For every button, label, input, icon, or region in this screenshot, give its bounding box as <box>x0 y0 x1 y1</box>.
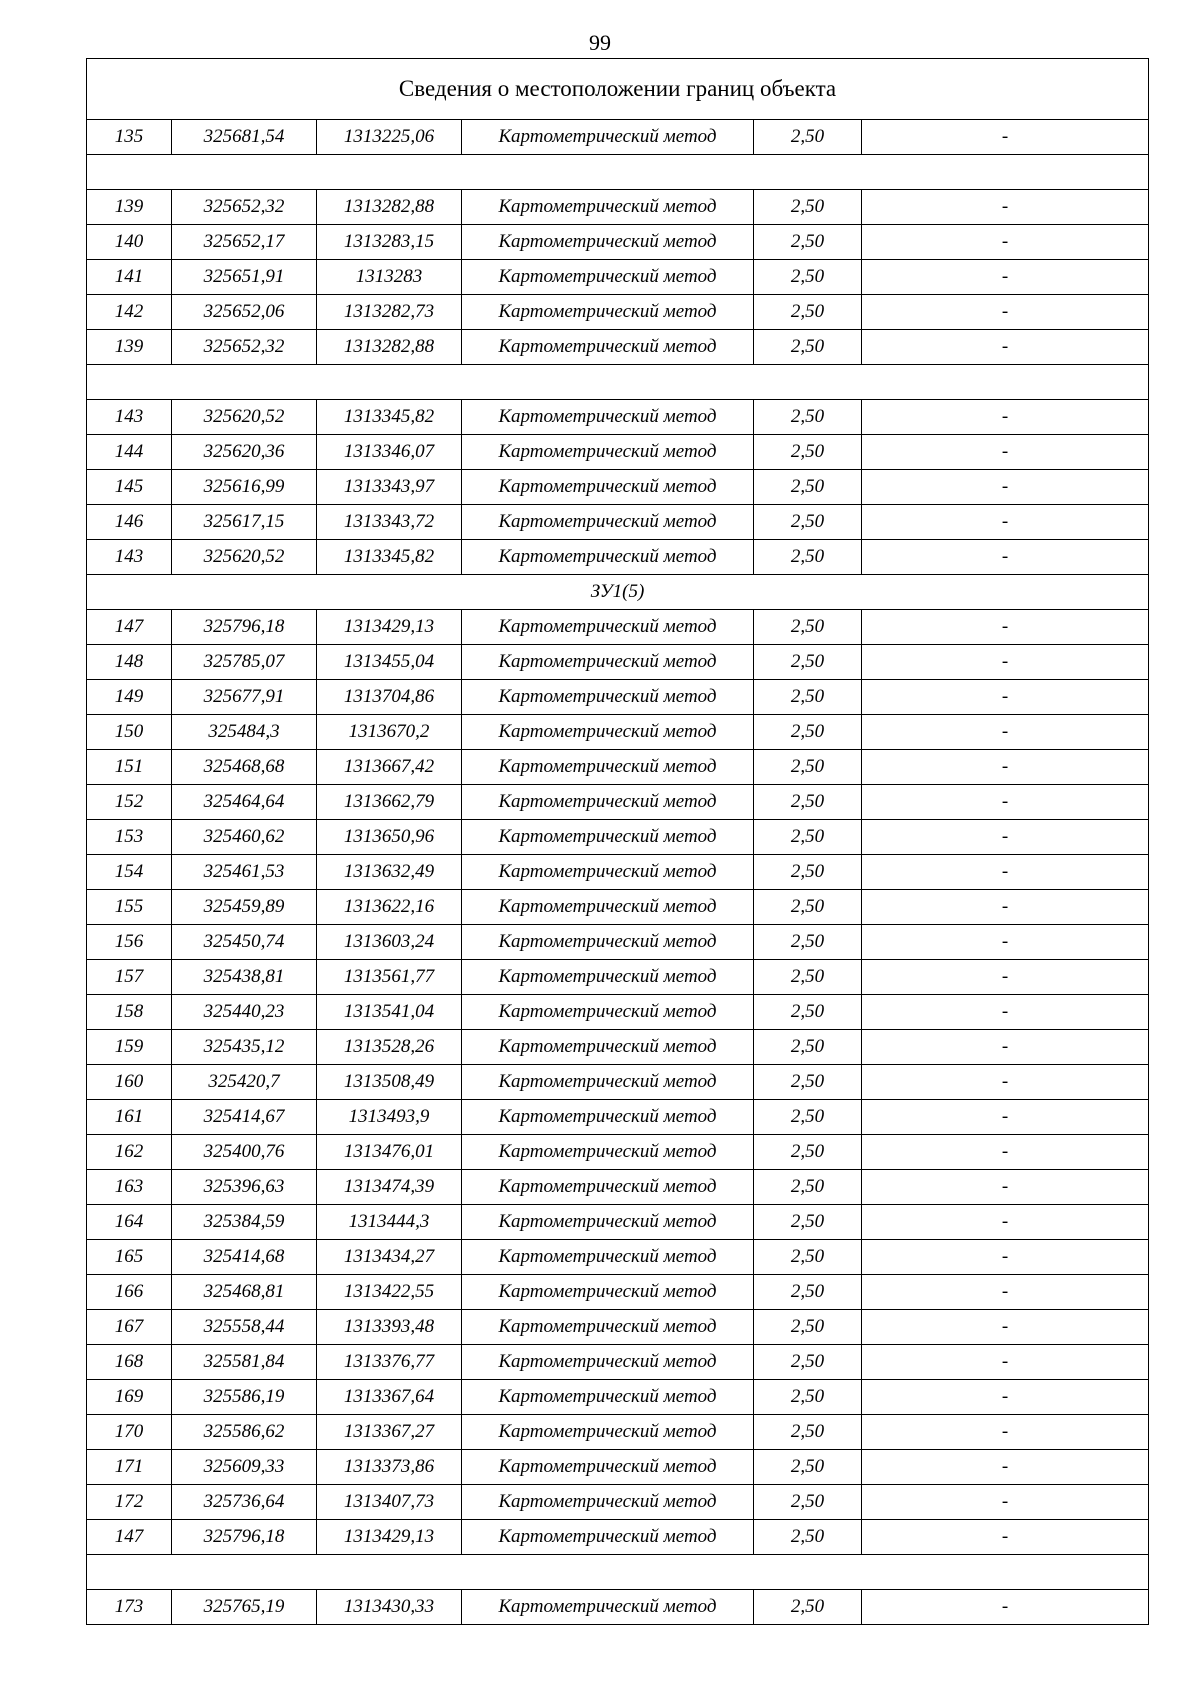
accuracy-cell: 2,50 <box>754 505 862 540</box>
description-cell: - <box>862 1275 1149 1310</box>
y-coordinate-cell: 1313367,64 <box>317 1380 462 1415</box>
y-coordinate-cell: 1313283 <box>317 260 462 295</box>
point-number-cell: 166 <box>87 1275 172 1310</box>
method-cell: Картометрический метод <box>462 1310 754 1345</box>
method-cell: Картометрический метод <box>462 1415 754 1450</box>
point-number-cell: 150 <box>87 715 172 750</box>
x-coordinate-cell: 325652,17 <box>172 225 317 260</box>
x-coordinate-cell: 325651,91 <box>172 260 317 295</box>
x-coordinate-cell: 325617,15 <box>172 505 317 540</box>
table-row <box>87 960 1149 995</box>
separator-cell <box>87 1555 1149 1590</box>
y-coordinate-cell: 1313407,73 <box>317 1485 462 1520</box>
method-cell: Картометрический метод <box>462 1345 754 1380</box>
separator-row <box>87 155 1149 190</box>
accuracy-cell: 2,50 <box>754 1450 862 1485</box>
table-row <box>87 1065 1149 1100</box>
y-coordinate-cell: 1313393,48 <box>317 1310 462 1345</box>
y-coordinate-cell: 1313429,13 <box>317 1520 462 1555</box>
table-row <box>87 120 1149 155</box>
method-cell: Картометрический метод <box>462 1030 754 1065</box>
x-coordinate-cell: 325736,64 <box>172 1485 317 1520</box>
y-coordinate-cell: 1313367,27 <box>317 1415 462 1450</box>
method-cell: Картометрический метод <box>462 225 754 260</box>
table-row <box>87 400 1149 435</box>
table-row <box>87 645 1149 680</box>
table-row <box>87 1100 1149 1135</box>
table-row <box>87 785 1149 820</box>
accuracy-cell: 2,50 <box>754 1065 862 1100</box>
method-cell: Картометрический метод <box>462 855 754 890</box>
accuracy-cell: 2,50 <box>754 1310 862 1345</box>
x-coordinate-cell: 325468,68 <box>172 750 317 785</box>
method-cell: Картометрический метод <box>462 1520 754 1555</box>
accuracy-cell: 2,50 <box>754 750 862 785</box>
y-coordinate-cell: 1313444,3 <box>317 1205 462 1240</box>
accuracy-cell: 2,50 <box>754 1030 862 1065</box>
accuracy-cell: 2,50 <box>754 1345 862 1380</box>
point-number-cell: 153 <box>87 820 172 855</box>
point-number-cell: 160 <box>87 1065 172 1100</box>
point-number-cell: 155 <box>87 890 172 925</box>
method-cell: Картометрический метод <box>462 750 754 785</box>
description-cell: - <box>862 190 1149 225</box>
accuracy-cell: 2,50 <box>754 330 862 365</box>
y-coordinate-cell: 1313429,13 <box>317 610 462 645</box>
x-coordinate-cell: 325796,18 <box>172 1520 317 1555</box>
x-coordinate-cell: 325468,81 <box>172 1275 317 1310</box>
point-number-cell: 157 <box>87 960 172 995</box>
y-coordinate-cell: 1313455,04 <box>317 645 462 680</box>
method-cell: Картометрический метод <box>462 785 754 820</box>
accuracy-cell: 2,50 <box>754 225 862 260</box>
accuracy-cell: 2,50 <box>754 855 862 890</box>
x-coordinate-cell: 325652,06 <box>172 295 317 330</box>
point-number-cell: 169 <box>87 1380 172 1415</box>
table-row <box>87 925 1149 960</box>
accuracy-cell: 2,50 <box>754 785 862 820</box>
y-coordinate-cell: 1313493,9 <box>317 1100 462 1135</box>
table-row <box>87 260 1149 295</box>
description-cell: - <box>862 1100 1149 1135</box>
x-coordinate-cell: 325438,81 <box>172 960 317 995</box>
accuracy-cell: 2,50 <box>754 645 862 680</box>
description-cell: - <box>862 995 1149 1030</box>
method-cell: Картометрический метод <box>462 540 754 575</box>
table-row <box>87 1310 1149 1345</box>
description-cell: - <box>862 960 1149 995</box>
point-number-cell: 147 <box>87 1520 172 1555</box>
y-coordinate-cell: 1313373,86 <box>317 1450 462 1485</box>
table-row <box>87 1485 1149 1520</box>
description-cell: - <box>862 925 1149 960</box>
point-number-cell: 141 <box>87 260 172 295</box>
method-cell: Картометрический метод <box>462 925 754 960</box>
table-row <box>87 1135 1149 1170</box>
method-cell: Картометрический метод <box>462 1100 754 1135</box>
description-cell: - <box>862 470 1149 505</box>
point-number-cell: 139 <box>87 190 172 225</box>
y-coordinate-cell: 1313345,82 <box>317 540 462 575</box>
x-coordinate-cell: 325609,33 <box>172 1450 317 1485</box>
accuracy-cell: 2,50 <box>754 1240 862 1275</box>
description-cell: - <box>862 645 1149 680</box>
point-number-cell: 156 <box>87 925 172 960</box>
description-cell: - <box>862 1205 1149 1240</box>
method-cell: Картометрический метод <box>462 610 754 645</box>
y-coordinate-cell: 1313561,77 <box>317 960 462 995</box>
method-cell: Картометрический метод <box>462 1275 754 1310</box>
point-number-cell: 151 <box>87 750 172 785</box>
accuracy-cell: 2,50 <box>754 1135 862 1170</box>
point-number-cell: 164 <box>87 1205 172 1240</box>
point-number-cell: 159 <box>87 1030 172 1065</box>
point-number-cell: 147 <box>87 610 172 645</box>
table-row <box>87 750 1149 785</box>
x-coordinate-cell: 325384,59 <box>172 1205 317 1240</box>
method-cell: Картометрический метод <box>462 120 754 155</box>
accuracy-cell: 2,50 <box>754 1590 862 1625</box>
point-number-cell: 144 <box>87 435 172 470</box>
table-row <box>87 1345 1149 1380</box>
description-cell: - <box>862 1415 1149 1450</box>
description-cell: - <box>862 1135 1149 1170</box>
x-coordinate-cell: 325464,64 <box>172 785 317 820</box>
method-cell: Картометрический метод <box>462 995 754 1030</box>
separator-cell <box>87 155 1149 190</box>
accuracy-cell: 2,50 <box>754 1485 862 1520</box>
accuracy-cell: 2,50 <box>754 295 862 330</box>
method-cell: Картометрический метод <box>462 1590 754 1625</box>
description-cell: - <box>862 1345 1149 1380</box>
x-coordinate-cell: 325586,62 <box>172 1415 317 1450</box>
description-cell: - <box>862 1485 1149 1520</box>
point-number-cell: 142 <box>87 295 172 330</box>
point-number-cell: 163 <box>87 1170 172 1205</box>
x-coordinate-cell: 325414,68 <box>172 1240 317 1275</box>
method-cell: Картометрический метод <box>462 1065 754 1100</box>
accuracy-cell: 2,50 <box>754 540 862 575</box>
description-cell: - <box>862 715 1149 750</box>
accuracy-cell: 2,50 <box>754 1170 862 1205</box>
description-cell: - <box>862 855 1149 890</box>
point-number-cell: 154 <box>87 855 172 890</box>
accuracy-cell: 2,50 <box>754 715 862 750</box>
x-coordinate-cell: 325586,19 <box>172 1380 317 1415</box>
method-cell: Картометрический метод <box>462 890 754 925</box>
y-coordinate-cell: 1313704,86 <box>317 680 462 715</box>
x-coordinate-cell: 325460,62 <box>172 820 317 855</box>
y-coordinate-cell: 1313662,79 <box>317 785 462 820</box>
description-cell: - <box>862 435 1149 470</box>
y-coordinate-cell: 1313283,15 <box>317 225 462 260</box>
method-cell: Картометрический метод <box>462 960 754 995</box>
table-row <box>87 1240 1149 1275</box>
method-cell: Картометрический метод <box>462 645 754 680</box>
y-coordinate-cell: 1313650,96 <box>317 820 462 855</box>
table-body <box>87 59 1149 1625</box>
y-coordinate-cell: 1313282,73 <box>317 295 462 330</box>
point-number-cell: 140 <box>87 225 172 260</box>
y-coordinate-cell: 1313434,27 <box>317 1240 462 1275</box>
point-number-cell: 170 <box>87 1415 172 1450</box>
table-row <box>87 1415 1149 1450</box>
accuracy-cell: 2,50 <box>754 820 862 855</box>
x-coordinate-cell: 325652,32 <box>172 330 317 365</box>
x-coordinate-cell: 325420,7 <box>172 1065 317 1100</box>
x-coordinate-cell: 325461,53 <box>172 855 317 890</box>
description-cell: - <box>862 1240 1149 1275</box>
point-number-cell: 167 <box>87 1310 172 1345</box>
description-cell: - <box>862 1590 1149 1625</box>
table-title: Сведения о местоположении границ объекта <box>87 59 1149 120</box>
table-row <box>87 330 1149 365</box>
table-row <box>87 1275 1149 1310</box>
y-coordinate-cell: 1313670,2 <box>317 715 462 750</box>
description-cell: - <box>862 1520 1149 1555</box>
table-row <box>87 1380 1149 1415</box>
separator-row <box>87 1555 1149 1590</box>
table-row <box>87 190 1149 225</box>
table-row <box>87 715 1149 750</box>
y-coordinate-cell: 1313422,55 <box>317 1275 462 1310</box>
accuracy-cell: 2,50 <box>754 190 862 225</box>
table-row <box>87 295 1149 330</box>
x-coordinate-cell: 325620,52 <box>172 400 317 435</box>
table-title-row <box>87 59 1149 120</box>
description-cell: - <box>862 505 1149 540</box>
x-coordinate-cell: 325765,19 <box>172 1590 317 1625</box>
separator-row <box>87 365 1149 400</box>
point-number-cell: 143 <box>87 400 172 435</box>
description-cell: - <box>862 1170 1149 1205</box>
page-number: 99 <box>589 30 611 55</box>
accuracy-cell: 2,50 <box>754 120 862 155</box>
x-coordinate-cell: 325796,18 <box>172 610 317 645</box>
description-cell: - <box>862 260 1149 295</box>
boundary-table-container <box>86 58 1148 1625</box>
y-coordinate-cell: 1313476,01 <box>317 1135 462 1170</box>
point-number-cell: 168 <box>87 1345 172 1380</box>
table-row <box>87 1590 1149 1625</box>
description-cell: - <box>862 785 1149 820</box>
description-cell: - <box>862 610 1149 645</box>
x-coordinate-cell: 325435,12 <box>172 1030 317 1065</box>
x-coordinate-cell: 325652,32 <box>172 190 317 225</box>
method-cell: Картометрический метод <box>462 1240 754 1275</box>
method-cell: Картометрический метод <box>462 505 754 540</box>
method-cell: Картометрический метод <box>462 1205 754 1240</box>
y-coordinate-cell: 1313603,24 <box>317 925 462 960</box>
method-cell: Картометрический метод <box>462 1485 754 1520</box>
accuracy-cell: 2,50 <box>754 680 862 715</box>
description-cell: - <box>862 1450 1149 1485</box>
x-coordinate-cell: 325620,36 <box>172 435 317 470</box>
y-coordinate-cell: 1313474,39 <box>317 1170 462 1205</box>
accuracy-cell: 2,50 <box>754 1380 862 1415</box>
table-row <box>87 470 1149 505</box>
separator-cell <box>87 365 1149 400</box>
point-number-cell: 173 <box>87 1590 172 1625</box>
x-coordinate-cell: 325581,84 <box>172 1345 317 1380</box>
table-row <box>87 505 1149 540</box>
point-number-cell: 172 <box>87 1485 172 1520</box>
description-cell: - <box>862 1065 1149 1100</box>
accuracy-cell: 2,50 <box>754 1205 862 1240</box>
table-row <box>87 435 1149 470</box>
accuracy-cell: 2,50 <box>754 1275 862 1310</box>
accuracy-cell: 2,50 <box>754 260 862 295</box>
x-coordinate-cell: 325400,76 <box>172 1135 317 1170</box>
y-coordinate-cell: 1313282,88 <box>317 190 462 225</box>
y-coordinate-cell: 1313632,49 <box>317 855 462 890</box>
y-coordinate-cell: 1313343,97 <box>317 470 462 505</box>
table-row <box>87 1205 1149 1240</box>
table-row <box>87 890 1149 925</box>
table-row <box>87 225 1149 260</box>
method-cell: Картометрический метод <box>462 1380 754 1415</box>
point-number-cell: 161 <box>87 1100 172 1135</box>
method-cell: Картометрический метод <box>462 1170 754 1205</box>
accuracy-cell: 2,50 <box>754 1520 862 1555</box>
table-row <box>87 680 1149 715</box>
method-cell: Картометрический метод <box>462 680 754 715</box>
table-row <box>87 1170 1149 1205</box>
description-cell: - <box>862 400 1149 435</box>
description-cell: - <box>862 225 1149 260</box>
table-row <box>87 610 1149 645</box>
method-cell: Картометрический метод <box>462 1135 754 1170</box>
x-coordinate-cell: 325440,23 <box>172 995 317 1030</box>
x-coordinate-cell: 325414,67 <box>172 1100 317 1135</box>
x-coordinate-cell: 325459,89 <box>172 890 317 925</box>
method-cell: Картометрический метод <box>462 330 754 365</box>
accuracy-cell: 2,50 <box>754 1415 862 1450</box>
description-cell: - <box>862 820 1149 855</box>
boundary-table <box>86 58 1149 1625</box>
section-label: ЗУ1(5) <box>87 575 1149 610</box>
method-cell: Картометрический метод <box>462 190 754 225</box>
point-number-cell: 162 <box>87 1135 172 1170</box>
description-cell: - <box>862 1310 1149 1345</box>
accuracy-cell: 2,50 <box>754 925 862 960</box>
accuracy-cell: 2,50 <box>754 400 862 435</box>
x-coordinate-cell: 325620,52 <box>172 540 317 575</box>
point-number-cell: 152 <box>87 785 172 820</box>
description-cell: - <box>862 680 1149 715</box>
point-number-cell: 149 <box>87 680 172 715</box>
point-number-cell: 145 <box>87 470 172 505</box>
table-row <box>87 1030 1149 1065</box>
description-cell: - <box>862 750 1149 785</box>
y-coordinate-cell: 1313343,72 <box>317 505 462 540</box>
method-cell: Картометрический метод <box>462 1450 754 1485</box>
accuracy-cell: 2,50 <box>754 1100 862 1135</box>
y-coordinate-cell: 1313346,07 <box>317 435 462 470</box>
description-cell: - <box>862 890 1149 925</box>
x-coordinate-cell: 325785,07 <box>172 645 317 680</box>
y-coordinate-cell: 1313345,82 <box>317 400 462 435</box>
description-cell: - <box>862 330 1149 365</box>
y-coordinate-cell: 1313667,42 <box>317 750 462 785</box>
x-coordinate-cell: 325450,74 <box>172 925 317 960</box>
description-cell: - <box>862 1380 1149 1415</box>
accuracy-cell: 2,50 <box>754 610 862 645</box>
point-number-cell: 135 <box>87 120 172 155</box>
y-coordinate-cell: 1313622,16 <box>317 890 462 925</box>
x-coordinate-cell: 325677,91 <box>172 680 317 715</box>
method-cell: Картометрический метод <box>462 470 754 505</box>
section-label-row <box>87 575 1149 610</box>
y-coordinate-cell: 1313282,88 <box>317 330 462 365</box>
method-cell: Картометрический метод <box>462 715 754 750</box>
point-number-cell: 171 <box>87 1450 172 1485</box>
table-row <box>87 820 1149 855</box>
y-coordinate-cell: 1313430,33 <box>317 1590 462 1625</box>
method-cell: Картометрический метод <box>462 400 754 435</box>
table-row <box>87 855 1149 890</box>
point-number-cell: 146 <box>87 505 172 540</box>
method-cell: Картометрический метод <box>462 820 754 855</box>
description-cell: - <box>862 1030 1149 1065</box>
point-number-cell: 139 <box>87 330 172 365</box>
x-coordinate-cell: 325681,54 <box>172 120 317 155</box>
table-row <box>87 540 1149 575</box>
y-coordinate-cell: 1313541,04 <box>317 995 462 1030</box>
point-number-cell: 158 <box>87 995 172 1030</box>
description-cell: - <box>862 295 1149 330</box>
method-cell: Картометрический метод <box>462 260 754 295</box>
table-row <box>87 1450 1149 1485</box>
accuracy-cell: 2,50 <box>754 995 862 1030</box>
x-coordinate-cell: 325616,99 <box>172 470 317 505</box>
method-cell: Картометрический метод <box>462 295 754 330</box>
accuracy-cell: 2,50 <box>754 890 862 925</box>
table-row <box>87 1520 1149 1555</box>
x-coordinate-cell: 325558,44 <box>172 1310 317 1345</box>
x-coordinate-cell: 325396,63 <box>172 1170 317 1205</box>
y-coordinate-cell: 1313528,26 <box>317 1030 462 1065</box>
description-cell: - <box>862 540 1149 575</box>
accuracy-cell: 2,50 <box>754 435 862 470</box>
method-cell: Картометрический метод <box>462 435 754 470</box>
description-cell: - <box>862 120 1149 155</box>
y-coordinate-cell: 1313376,77 <box>317 1345 462 1380</box>
point-number-cell: 143 <box>87 540 172 575</box>
point-number-cell: 148 <box>87 645 172 680</box>
x-coordinate-cell: 325484,3 <box>172 715 317 750</box>
accuracy-cell: 2,50 <box>754 470 862 505</box>
accuracy-cell: 2,50 <box>754 960 862 995</box>
y-coordinate-cell: 1313225,06 <box>317 120 462 155</box>
y-coordinate-cell: 1313508,49 <box>317 1065 462 1100</box>
point-number-cell: 165 <box>87 1240 172 1275</box>
table-row <box>87 995 1149 1030</box>
